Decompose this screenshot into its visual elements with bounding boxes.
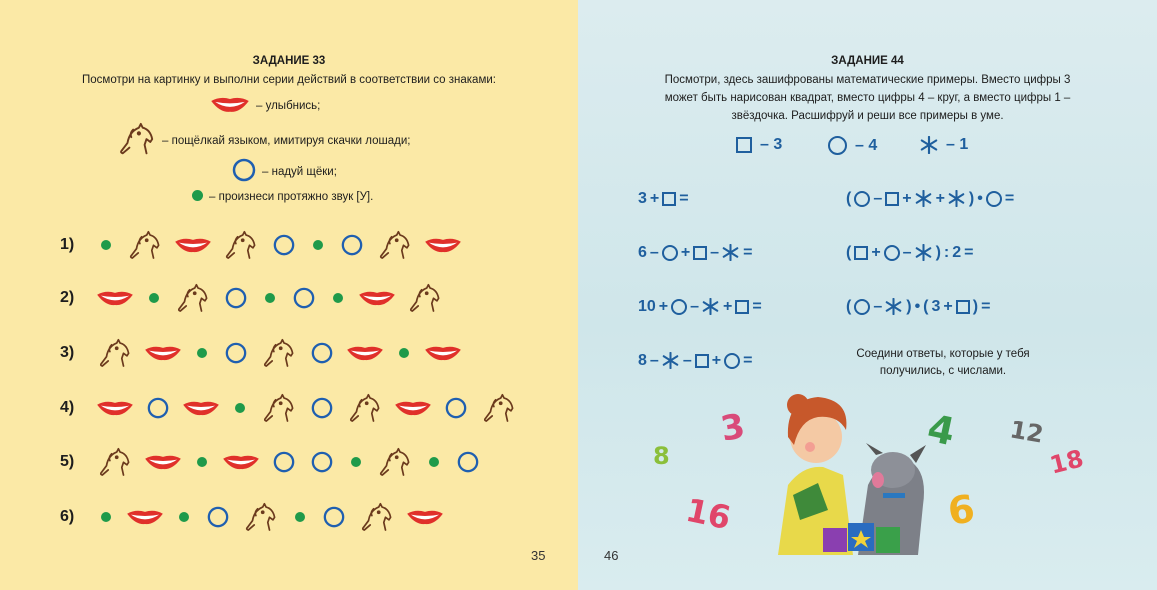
circle-icon (438, 397, 474, 419)
math-token: ) (968, 190, 975, 207)
row-number: 6) (60, 508, 75, 525)
circle-icon (266, 451, 302, 473)
cipher-circle (828, 136, 877, 155)
sequence-row (60, 225, 468, 265)
horse-icon (476, 393, 522, 424)
circle-icon (724, 353, 740, 369)
dot-icon (390, 348, 418, 358)
answer-number: 16 (682, 490, 734, 538)
math-token: ( (846, 190, 852, 207)
math-example (846, 190, 1014, 208)
horse-icon (354, 502, 400, 533)
math-token: = (743, 244, 753, 261)
circle-icon (662, 245, 678, 261)
dot-icon (170, 512, 198, 522)
smile-lips-icon (354, 290, 400, 306)
math-example (846, 244, 973, 262)
math-token: = (743, 352, 753, 369)
dot-icon (256, 293, 284, 303)
math-example (846, 298, 990, 316)
dot-icon (92, 512, 120, 522)
math-token: • (914, 298, 921, 315)
math-token: + (871, 244, 881, 261)
sequence-row (60, 497, 450, 537)
math-token: 3 (638, 190, 647, 207)
star-icon (948, 190, 966, 208)
horse-icon (372, 447, 418, 478)
smile-lips-icon (420, 345, 466, 361)
smile-lips-icon (390, 400, 436, 416)
horse-icon (118, 122, 156, 159)
circle-icon (884, 245, 900, 261)
page-number: 35 (531, 548, 546, 563)
square-icon (695, 354, 709, 368)
smile-lips-icon (92, 400, 138, 416)
sequence-row (60, 333, 468, 373)
circle-icon (232, 158, 256, 185)
math-token: : (943, 244, 950, 261)
row-number: 4) (60, 399, 75, 416)
math-token: 10 (638, 298, 656, 315)
math-token: ) (935, 244, 941, 261)
dot-icon (188, 348, 216, 358)
legend-text: – произнеси протяжно звук [У]. (209, 191, 374, 203)
horse-icon (238, 502, 284, 533)
smile-lips-icon (170, 237, 216, 253)
circle-icon (854, 299, 870, 315)
circle-icon (334, 234, 370, 256)
circle-icon (304, 451, 340, 473)
circle-icon (218, 342, 254, 364)
smile-lips-icon (140, 345, 186, 361)
dot-icon (342, 457, 370, 467)
circle-icon (304, 397, 340, 419)
row-number: 1) (60, 236, 75, 253)
star-icon (702, 298, 720, 316)
smile-lips-icon (92, 290, 138, 306)
square-icon (693, 246, 707, 260)
circle-icon (286, 287, 322, 309)
answer-number: 3 (717, 406, 748, 450)
legend-text: – улыбнись; (256, 99, 321, 112)
girl-cheek (805, 442, 815, 452)
horse-icon (122, 230, 168, 261)
row-number: 5) (60, 453, 75, 470)
circle-icon (986, 191, 1002, 207)
dot-icon (192, 190, 203, 204)
math-token: + (943, 298, 953, 315)
legend-item (192, 190, 373, 204)
math-token: + (711, 352, 722, 369)
toy-block (876, 527, 900, 553)
row-number: 3) (60, 344, 75, 361)
star-icon (915, 190, 933, 208)
math-token: – (902, 244, 912, 261)
math-example (638, 244, 752, 262)
horse-icon (256, 393, 302, 424)
math-token: ( (923, 298, 929, 315)
page-number: 46 (604, 548, 619, 563)
smile-lips-icon (342, 345, 388, 361)
horse-icon (92, 338, 138, 369)
circle-icon (828, 136, 847, 155)
math-token: 2 (952, 244, 962, 261)
legend-text: – пощёлкай языком, имитируя скачки лошади; (162, 134, 411, 147)
math-token: – (690, 298, 700, 315)
sequence-row (60, 278, 450, 318)
legend-item (118, 122, 410, 159)
dot-icon (420, 457, 448, 467)
task-title: ЗАДАНИЕ 44 (831, 55, 904, 67)
math-token: + (680, 244, 691, 261)
star-icon (920, 136, 938, 154)
math-token: = (752, 298, 762, 315)
task-intro: Посмотри на картинку и выполни серии действий в соответствии со знаками: (82, 74, 496, 86)
intro-line: звёздочка. Расшифруй и реши все примеры в уме. (731, 110, 1004, 122)
circle-icon (671, 299, 687, 315)
math-token: – (873, 298, 883, 315)
smile-lips-icon (218, 454, 264, 470)
legend-text: – надуй щёки; (262, 165, 337, 178)
circle-icon (200, 506, 236, 528)
math-token: + (902, 190, 912, 207)
math-token: ) (906, 298, 912, 315)
dot-icon (286, 512, 314, 522)
math-token: • (977, 190, 983, 207)
dot-icon (92, 240, 120, 250)
horse-icon (372, 230, 418, 261)
horse-icon (92, 447, 138, 478)
star-icon (662, 352, 680, 370)
math-token: = (981, 298, 991, 315)
math-token: 6 (638, 244, 647, 261)
sequence-row (60, 388, 524, 428)
math-token: ) (972, 298, 979, 315)
task-title: ЗАДАНИЕ 33 (252, 55, 326, 67)
intro-line: Посмотри, здесь зашифрованы математические примеры. Вместо цифры 3 (664, 74, 1071, 86)
instruction-note: Соедини ответы, которые у тебя получились, с числами. (856, 348, 1030, 377)
circle-icon (316, 506, 352, 528)
square-icon (662, 192, 676, 206)
cipher-value: – 3 (760, 136, 783, 153)
star-icon (885, 298, 903, 316)
math-token: + (649, 190, 660, 207)
square-icon (956, 300, 970, 314)
dot-icon (324, 293, 352, 303)
math-token: 3 (931, 298, 941, 315)
left-page (0, 0, 578, 590)
star-icon (915, 244, 933, 262)
horse-icon (256, 338, 302, 369)
square-icon (885, 192, 899, 206)
math-token: ( (846, 298, 852, 315)
math-token: – (710, 244, 720, 261)
girl-hair-bun (787, 394, 809, 416)
dog-ear (866, 443, 883, 455)
girl-and-dog-illustration (758, 375, 958, 560)
math-example (638, 298, 762, 316)
circle-icon (304, 342, 340, 364)
square-icon (735, 300, 749, 314)
cipher-square (736, 136, 782, 154)
math-token: = (964, 244, 974, 261)
answer-number: 18 (1047, 444, 1087, 480)
toy-block (823, 528, 847, 552)
math-example (638, 190, 689, 208)
intro-line: может быть нарисован квадрат, вместо цифры 4 – круг, а вместо цифры 1 – (664, 92, 1071, 104)
row-number: 2) (60, 289, 75, 306)
horse-icon (342, 393, 388, 424)
math-token: = (1004, 190, 1015, 207)
math-token: – (649, 352, 659, 369)
math-token: 8 (638, 352, 647, 369)
answer-number: 4 (923, 405, 959, 455)
dot-icon (188, 457, 216, 467)
cipher-value: – 4 (855, 136, 878, 154)
cipher-star (920, 136, 968, 154)
math-token: – (649, 244, 659, 261)
square-icon (854, 246, 868, 260)
math-token: + (723, 298, 733, 315)
right-page (578, 0, 1157, 590)
legend-item (210, 96, 320, 116)
star-icon (722, 244, 740, 262)
math-token: + (935, 190, 945, 207)
smile-lips-icon (140, 454, 186, 470)
smile-lips-icon (402, 509, 448, 525)
square-icon (736, 137, 752, 153)
answer-number: 12 (1007, 415, 1046, 449)
horse-icon (402, 283, 448, 314)
math-example (638, 352, 752, 370)
math-token: ( (846, 244, 852, 261)
circle-icon (854, 191, 870, 207)
horse-icon (218, 230, 264, 261)
dot-icon (226, 403, 254, 413)
legend-item (232, 158, 337, 185)
horse-icon (170, 283, 216, 314)
smile-lips-icon (122, 509, 168, 525)
math-token: – (682, 352, 692, 369)
dog-collar (883, 493, 905, 498)
math-token: = (679, 190, 689, 207)
circle-icon (266, 234, 302, 256)
dog-tongue (872, 472, 884, 488)
cipher-value: – 1 (946, 136, 969, 153)
math-token: – (873, 190, 883, 207)
dot-icon (304, 240, 332, 250)
sequence-row (60, 442, 488, 482)
answer-number: 6 (945, 486, 978, 534)
dot-icon (140, 293, 168, 303)
circle-icon (450, 451, 486, 473)
smile-lips-icon (178, 400, 224, 416)
smile-lips-icon (210, 96, 250, 116)
smile-lips-icon (420, 237, 466, 253)
circle-icon (140, 397, 176, 419)
circle-icon (218, 287, 254, 309)
math-token: + (658, 298, 669, 315)
answer-number: 8 (653, 442, 670, 470)
